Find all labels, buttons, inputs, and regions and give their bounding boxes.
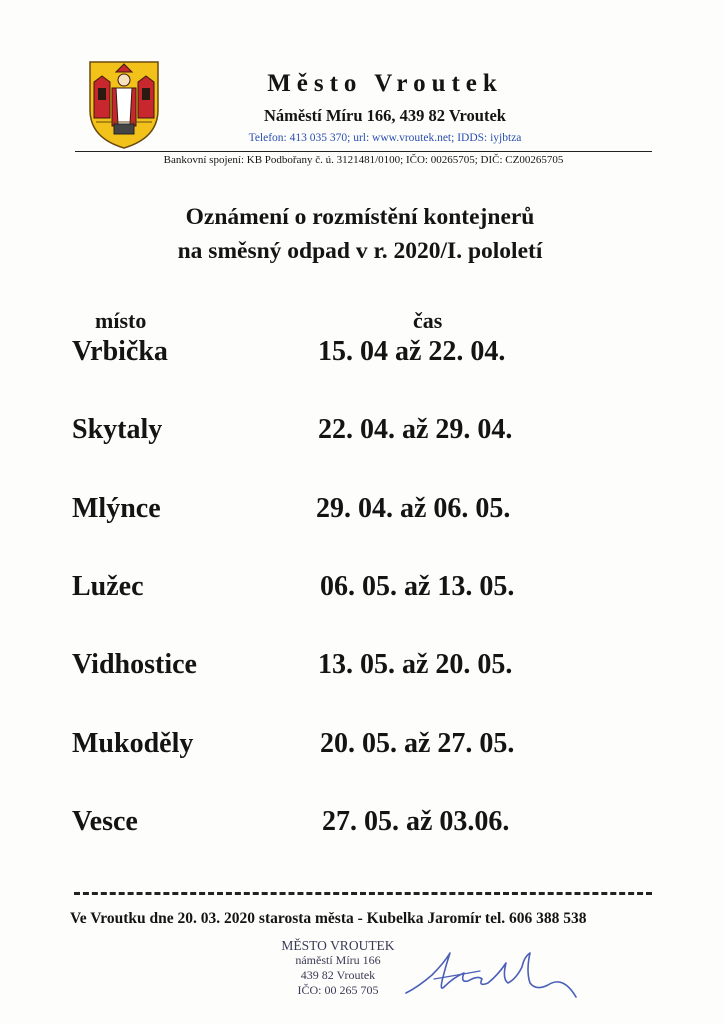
row-place: Mukoděly	[72, 728, 194, 759]
bank-details: Bankovní spojení: KB Podbořany č. ú. 3121481/0100; IČO: 00265705; DIČ: CZ00265705	[163, 154, 564, 166]
row-time: 22. 04. až 29. 04.	[318, 414, 513, 445]
row-place: Vrbička	[72, 336, 168, 367]
town-address: Náměstí Míru 166, 439 82 Vroutek	[264, 106, 506, 125]
stamp-line: IČO: 00 265 705	[297, 983, 379, 997]
row-time: 27. 05. až 03.06.	[322, 806, 510, 837]
schedule-row	[0, 336, 724, 376]
column-header-time: čas	[413, 308, 443, 333]
official-stamp	[270, 938, 406, 998]
schedule-row	[0, 493, 724, 533]
header-divider	[75, 151, 652, 152]
stamp-line: náměstí Míru 166	[295, 953, 381, 967]
town-contacts: Telefon: 413 035 370; url: www.vroutek.net; IDDS: iyjbtza	[248, 132, 522, 144]
row-place: Mlýnce	[72, 493, 161, 524]
row-place: Vidhostice	[72, 649, 197, 680]
row-time: 06. 05. až 13. 05.	[320, 571, 515, 602]
row-time: 29. 04. až 06. 05.	[316, 493, 511, 524]
column-header-place: místo	[95, 308, 147, 333]
schedule-row	[0, 649, 724, 689]
row-place: Vesce	[72, 806, 138, 837]
schedule-row	[0, 414, 724, 454]
town-coat-of-arms-icon	[86, 58, 162, 150]
row-place: Skytaly	[72, 414, 163, 445]
row-time: 20. 05. až 27. 05.	[320, 728, 515, 759]
schedule-row	[0, 571, 724, 611]
stamp-title: MĚSTO VROUTEK	[281, 938, 395, 953]
notice-title-line-2: na směsný odpad v r. 2020/I. pololetí	[177, 238, 543, 264]
handwritten-signature-icon	[398, 935, 598, 1010]
schedule-row	[0, 806, 724, 846]
row-time: 13. 05. až 20. 05.	[318, 649, 513, 680]
row-time: 15. 04 až 22. 04.	[318, 336, 506, 367]
town-name: Město Vroutek	[267, 70, 503, 97]
stamp-line: 439 82 Vroutek	[300, 968, 376, 982]
footer-divider	[74, 892, 652, 895]
footer-signature-line: Ve Vroutku dne 20. 03. 2020 starosta města - Kubelka Jaromír tel. 606 388 538	[70, 910, 587, 927]
notice-title-line-1: Oznámení o rozmístění kontejnerů	[185, 204, 535, 230]
row-place: Lužec	[72, 571, 144, 602]
schedule-row	[0, 728, 724, 768]
